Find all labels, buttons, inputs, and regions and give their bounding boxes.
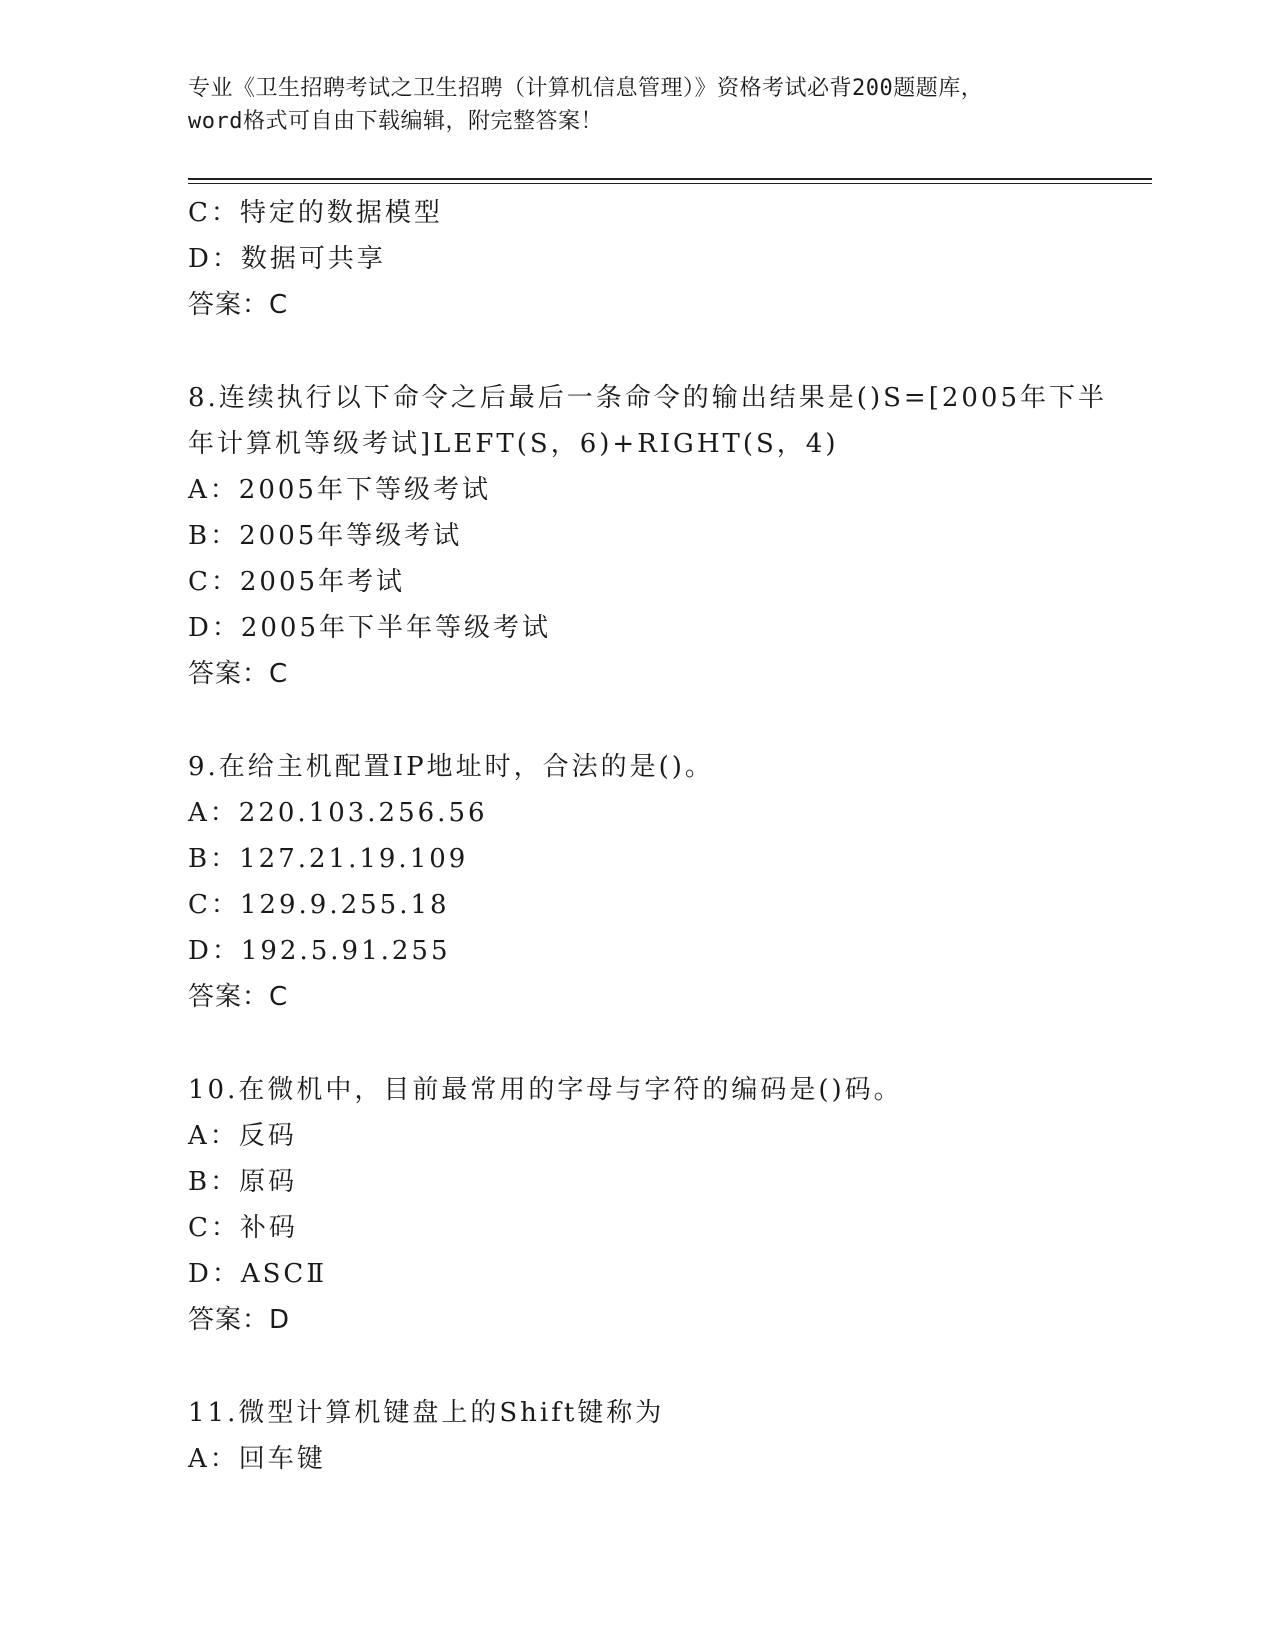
question-9 [188, 744, 1138, 1020]
document-header [188, 72, 1088, 138]
option-c: C：129.9.255.18 [188, 890, 450, 920]
question-10 [188, 1067, 1138, 1343]
option-b: B：127.21.19.109 [188, 844, 469, 874]
answer: 答案：C [188, 290, 289, 320]
option-a: A：2005年下等级考试 [188, 475, 491, 505]
question-text: 11.微型计算机键盘上的Shift键称为 [188, 1398, 665, 1428]
question-text: 9.在给主机配置IP地址时，合法的是()。 [188, 752, 714, 782]
answer: 答案：D [188, 1305, 291, 1335]
option-d: D：数据可共享 [188, 244, 386, 274]
question-7-continued [188, 190, 1138, 328]
option-a: A：反码 [188, 1121, 297, 1151]
question-list [188, 190, 1138, 1482]
option-b: B：原码 [188, 1167, 298, 1197]
question-11 [188, 1390, 1138, 1482]
option-d: D：ASCⅡ [188, 1259, 327, 1289]
header-line-1: 专业《卫生招聘考试之卫生招聘（计算机信息管理）》资格考试必背200题题库， [188, 76, 984, 101]
option-a: A：220.103.256.56 [188, 798, 488, 828]
header-line-2: word格式可自由下载编辑，附完整答案！ [188, 109, 603, 134]
answer: 答案：C [188, 659, 289, 689]
option-d: D：192.5.91.255 [188, 936, 451, 966]
answer: 答案：C [188, 982, 289, 1012]
header-rule-thick [188, 178, 1152, 180]
option-b: B：2005年等级考试 [188, 521, 463, 551]
question-text: 年计算机等级考试]LEFT(S，6)+RIGHT(S，4) [188, 429, 839, 459]
option-c: C：补码 [188, 1213, 298, 1243]
option-c: C：特定的数据模型 [188, 198, 443, 228]
question-text: 8.连续执行以下命令之后最后一条命令的输出结果是()S=[2005年下半 [188, 383, 1108, 413]
option-c: C：2005年考试 [188, 567, 406, 597]
question-text: 10.在微机中，目前最常用的字母与字符的编码是()码。 [188, 1075, 903, 1105]
header-rule-thin [188, 183, 1152, 184]
question-8 [188, 375, 1138, 697]
option-d: D：2005年下半年等级考试 [188, 613, 552, 643]
option-a: A：回车键 [188, 1444, 326, 1474]
